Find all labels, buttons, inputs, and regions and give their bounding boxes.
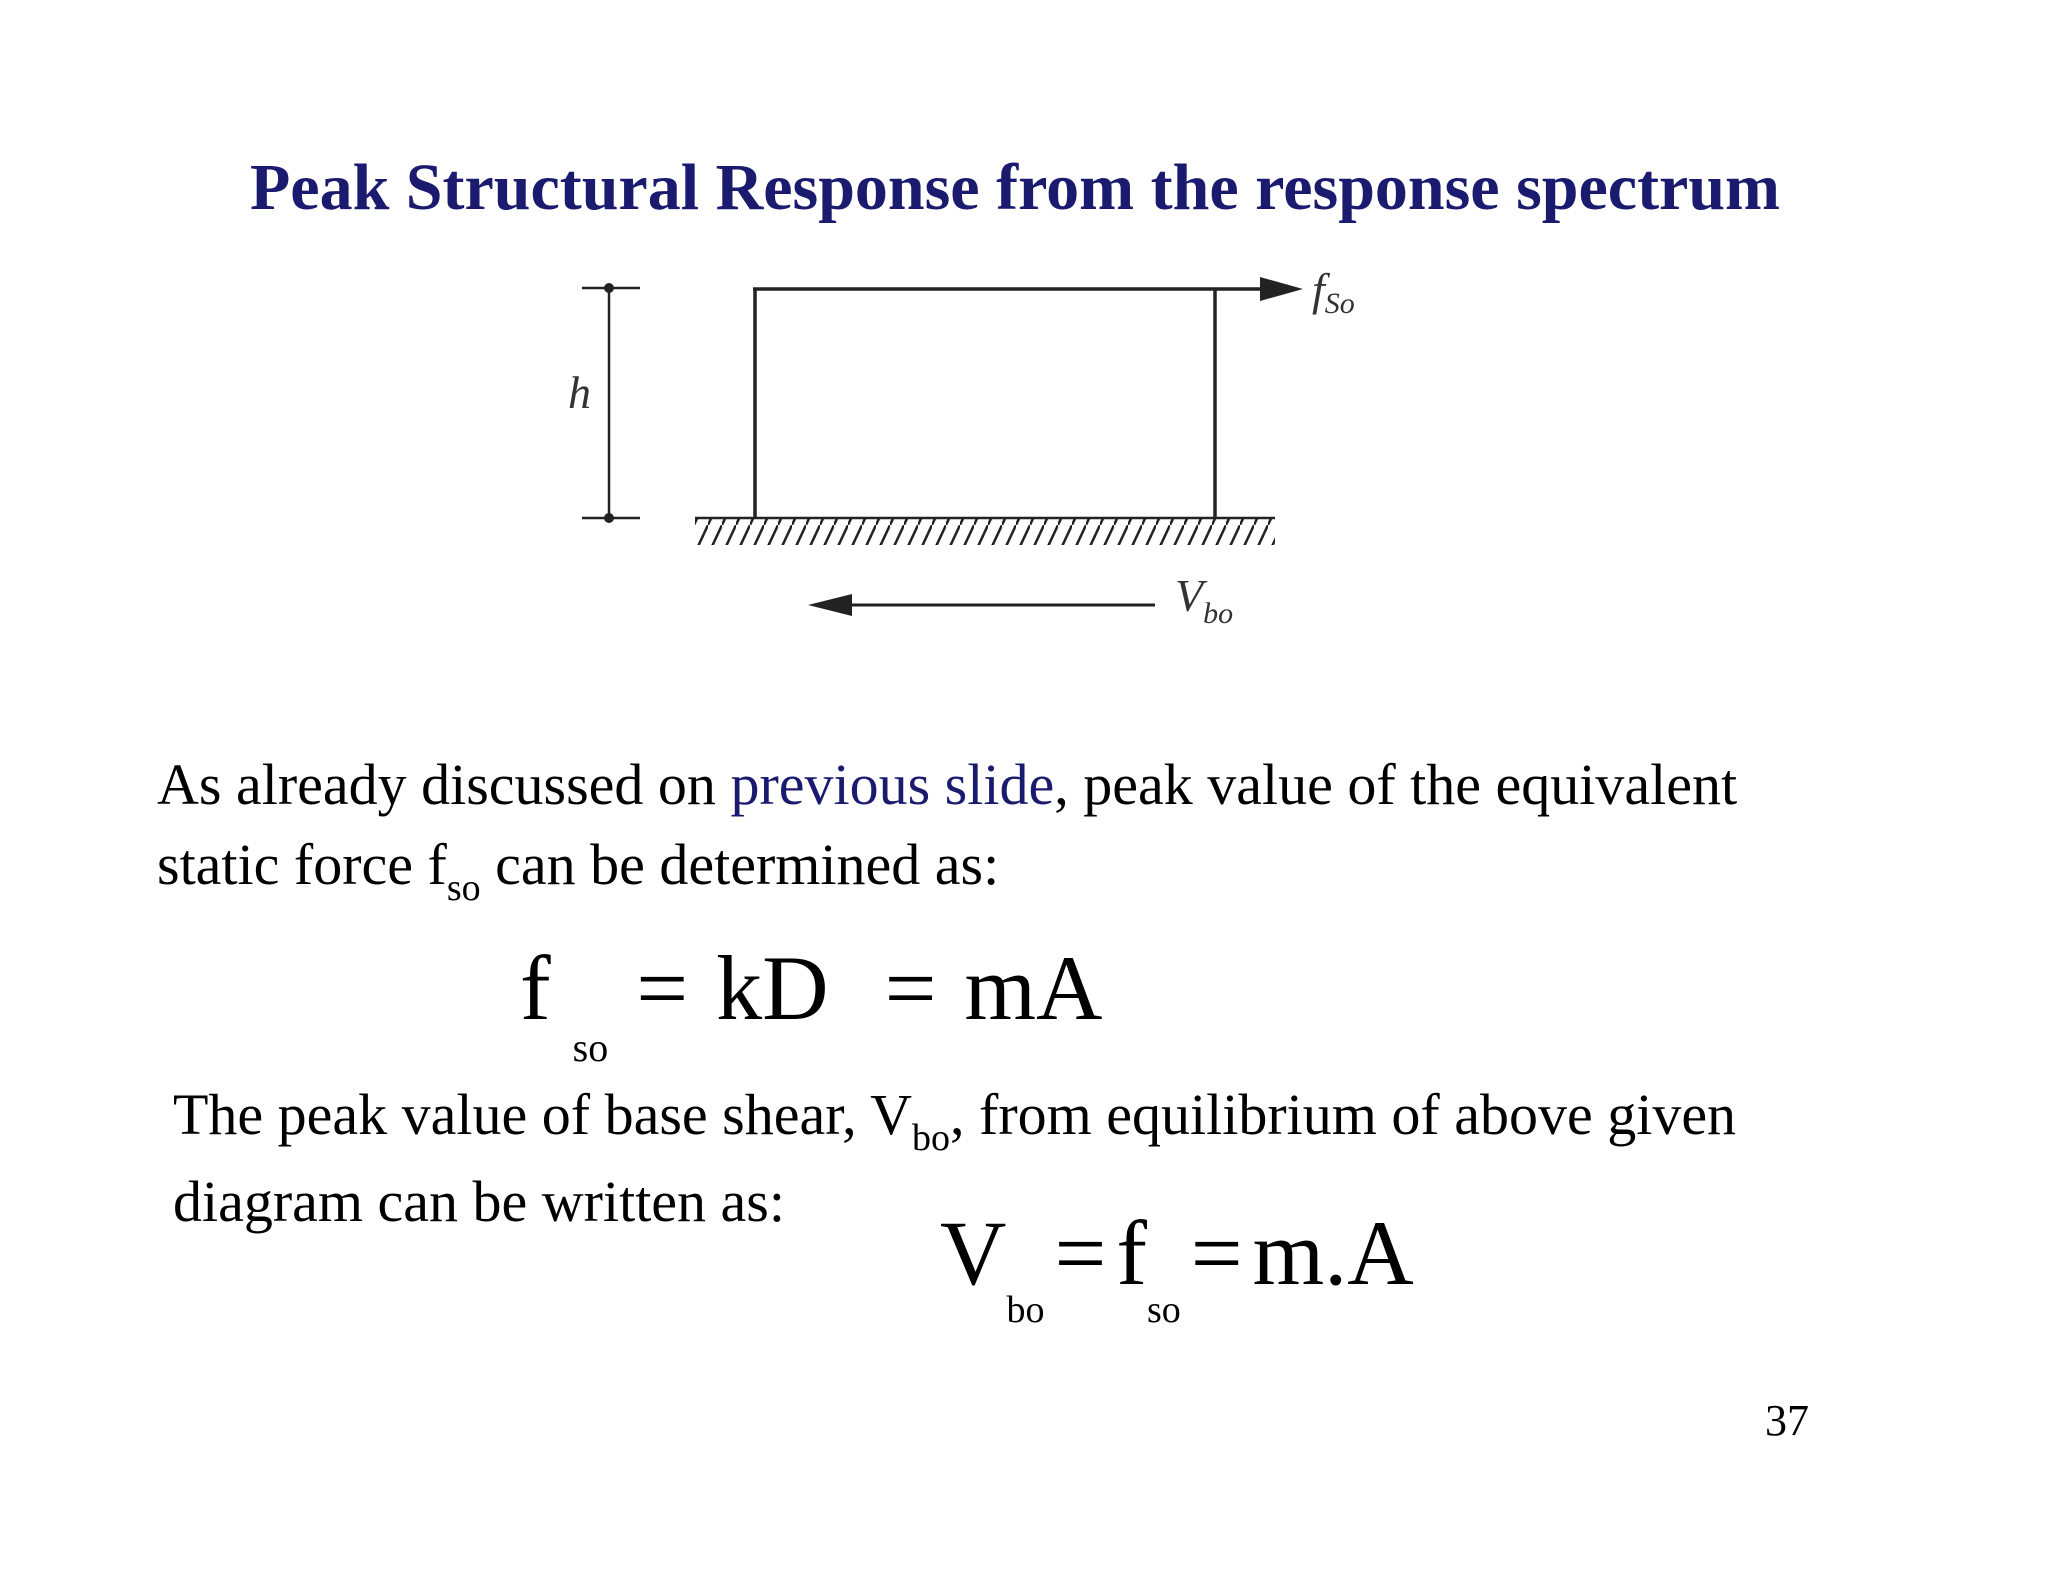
subscript: so xyxy=(446,867,481,909)
portal-frame xyxy=(753,289,1270,518)
subscript: bo xyxy=(912,1117,951,1159)
base-shear-arrow xyxy=(808,594,1155,616)
text-run: can be determined as: xyxy=(480,832,1000,897)
eq-subscript: bo xyxy=(1006,1289,1045,1331)
equation-base-shear xyxy=(940,1200,1414,1331)
paragraph-static-force xyxy=(157,745,1737,912)
text-run: As already discussed on xyxy=(157,752,731,817)
force-arrow-head xyxy=(1260,277,1303,301)
force-label: fSo xyxy=(1312,264,1355,320)
page-number: 37 xyxy=(1765,1396,1809,1445)
eq-operator: = xyxy=(1190,1202,1243,1304)
shear-label: $V_{bo}$ xyxy=(1175,570,1234,630)
paragraph-line: diagram can be written as: xyxy=(173,1169,785,1234)
eq-operator: = xyxy=(636,937,689,1039)
eq-term: m.A xyxy=(1252,1202,1414,1304)
paragraph-line xyxy=(157,825,1737,912)
paragraph-line xyxy=(173,1075,1736,1162)
frame-diagram xyxy=(540,255,1380,645)
equation-static-force xyxy=(520,935,1103,1070)
eq-term: mA xyxy=(964,937,1103,1039)
text-run: The peak value of base shear, V xyxy=(173,1082,913,1147)
slide-title: Peak Structural Response from the response spectrum xyxy=(249,151,1781,224)
eq-subscript: so xyxy=(572,1025,609,1070)
eq-symbol: V xyxy=(940,1202,1007,1304)
eq-symbol: f xyxy=(520,937,551,1039)
paragraph-line xyxy=(157,745,1737,825)
text-run: static force f xyxy=(157,832,447,897)
ground-support xyxy=(695,518,1275,545)
eq-operator: = xyxy=(884,937,937,1039)
height-label: h xyxy=(568,367,591,418)
text-run: , peak value of the equivalent xyxy=(1054,752,1738,817)
text-run: , from equilibrium of above given xyxy=(950,1082,1737,1147)
eq-symbol: f xyxy=(1116,1202,1147,1304)
eq-subscript: so xyxy=(1146,1289,1181,1331)
eq-operator: = xyxy=(1054,1202,1107,1304)
previous-slide-link[interactable]: previous slide xyxy=(730,752,1055,817)
eq-term: kD xyxy=(716,937,829,1039)
